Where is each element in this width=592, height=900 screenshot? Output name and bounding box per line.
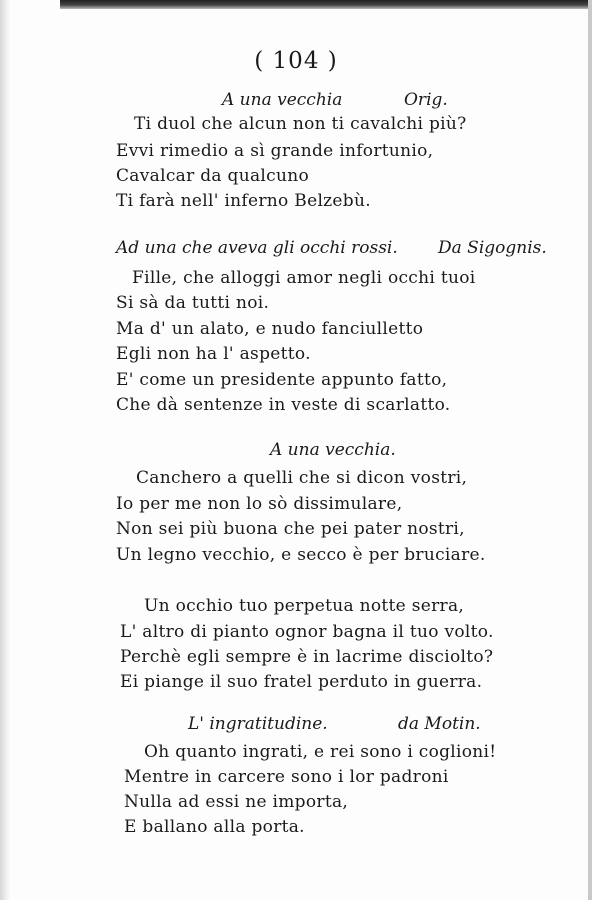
verse-line: Oh quanto ingrati, e rei sono i coglioni!: [144, 742, 497, 762]
verse-line: Fille, che alloggi amor negli occhi tuoi: [132, 268, 476, 288]
verse-line: Nulla ad essi ne importa,: [124, 792, 349, 812]
poem-source: da Motin.: [398, 714, 481, 734]
page-right-edge: [588, 0, 592, 900]
verse-line: Egli non ha l' aspetto.: [116, 344, 311, 364]
verse-line: Cavalcar da qualcuno: [116, 166, 309, 186]
verse-line: Un legno vecchio, e secco è per bruciare.: [116, 545, 486, 565]
poem-title: A una vecchia.: [270, 440, 396, 460]
page-number: ( 104 ): [254, 48, 338, 74]
verse-line: E ballano alla porta.: [124, 817, 305, 837]
poem-title: A una vecchia: [222, 90, 343, 110]
page-top-edge: [60, 0, 592, 9]
poem-title: L' ingratitudine.: [188, 714, 328, 734]
verse-line: Canchero a quelli che si dicon vostri,: [136, 468, 468, 488]
verse-line: Io per me non lo sò dissimulare,: [116, 494, 403, 514]
verse-line: Perchè egli sempre è in lacrime disciolto?: [120, 647, 494, 667]
verse-line: Mentre in carcere sono i lor padroni: [124, 767, 449, 787]
page-gutter-shadow: [0, 0, 10, 900]
verse-line: Ti farà nell' inferno Belzebù.: [116, 191, 371, 211]
verse-line: Si sà da tutti noi.: [116, 293, 270, 313]
verse-line: Evvi rimedio a sì grande infortunio,: [116, 141, 434, 161]
poem-source: Da Sigognis.: [438, 238, 547, 258]
verse-line: Ti duol che alcun non ti cavalchi più?: [134, 114, 467, 134]
verse-line: Non sei più buona che pei pater nostri,: [116, 519, 465, 539]
poem-source: Orig.: [404, 90, 448, 110]
verse-line: Un occhio tuo perpetua notte serra,: [144, 596, 465, 616]
verse-line: Ei piange il suo fratel perduto in guerra.: [120, 672, 483, 692]
poem-title: Ad una che aveva gli occhi rossi.: [116, 238, 398, 258]
verse-line: Che dà sentenze in veste di scarlatto.: [116, 395, 451, 415]
verse-line: Ma d' un alato, e nudo fanciulletto: [116, 319, 424, 339]
verse-line: L' altro di pianto ognor bagna il tuo volto.: [120, 622, 494, 642]
verse-line: E' come un presidente appunto fatto,: [116, 370, 448, 390]
